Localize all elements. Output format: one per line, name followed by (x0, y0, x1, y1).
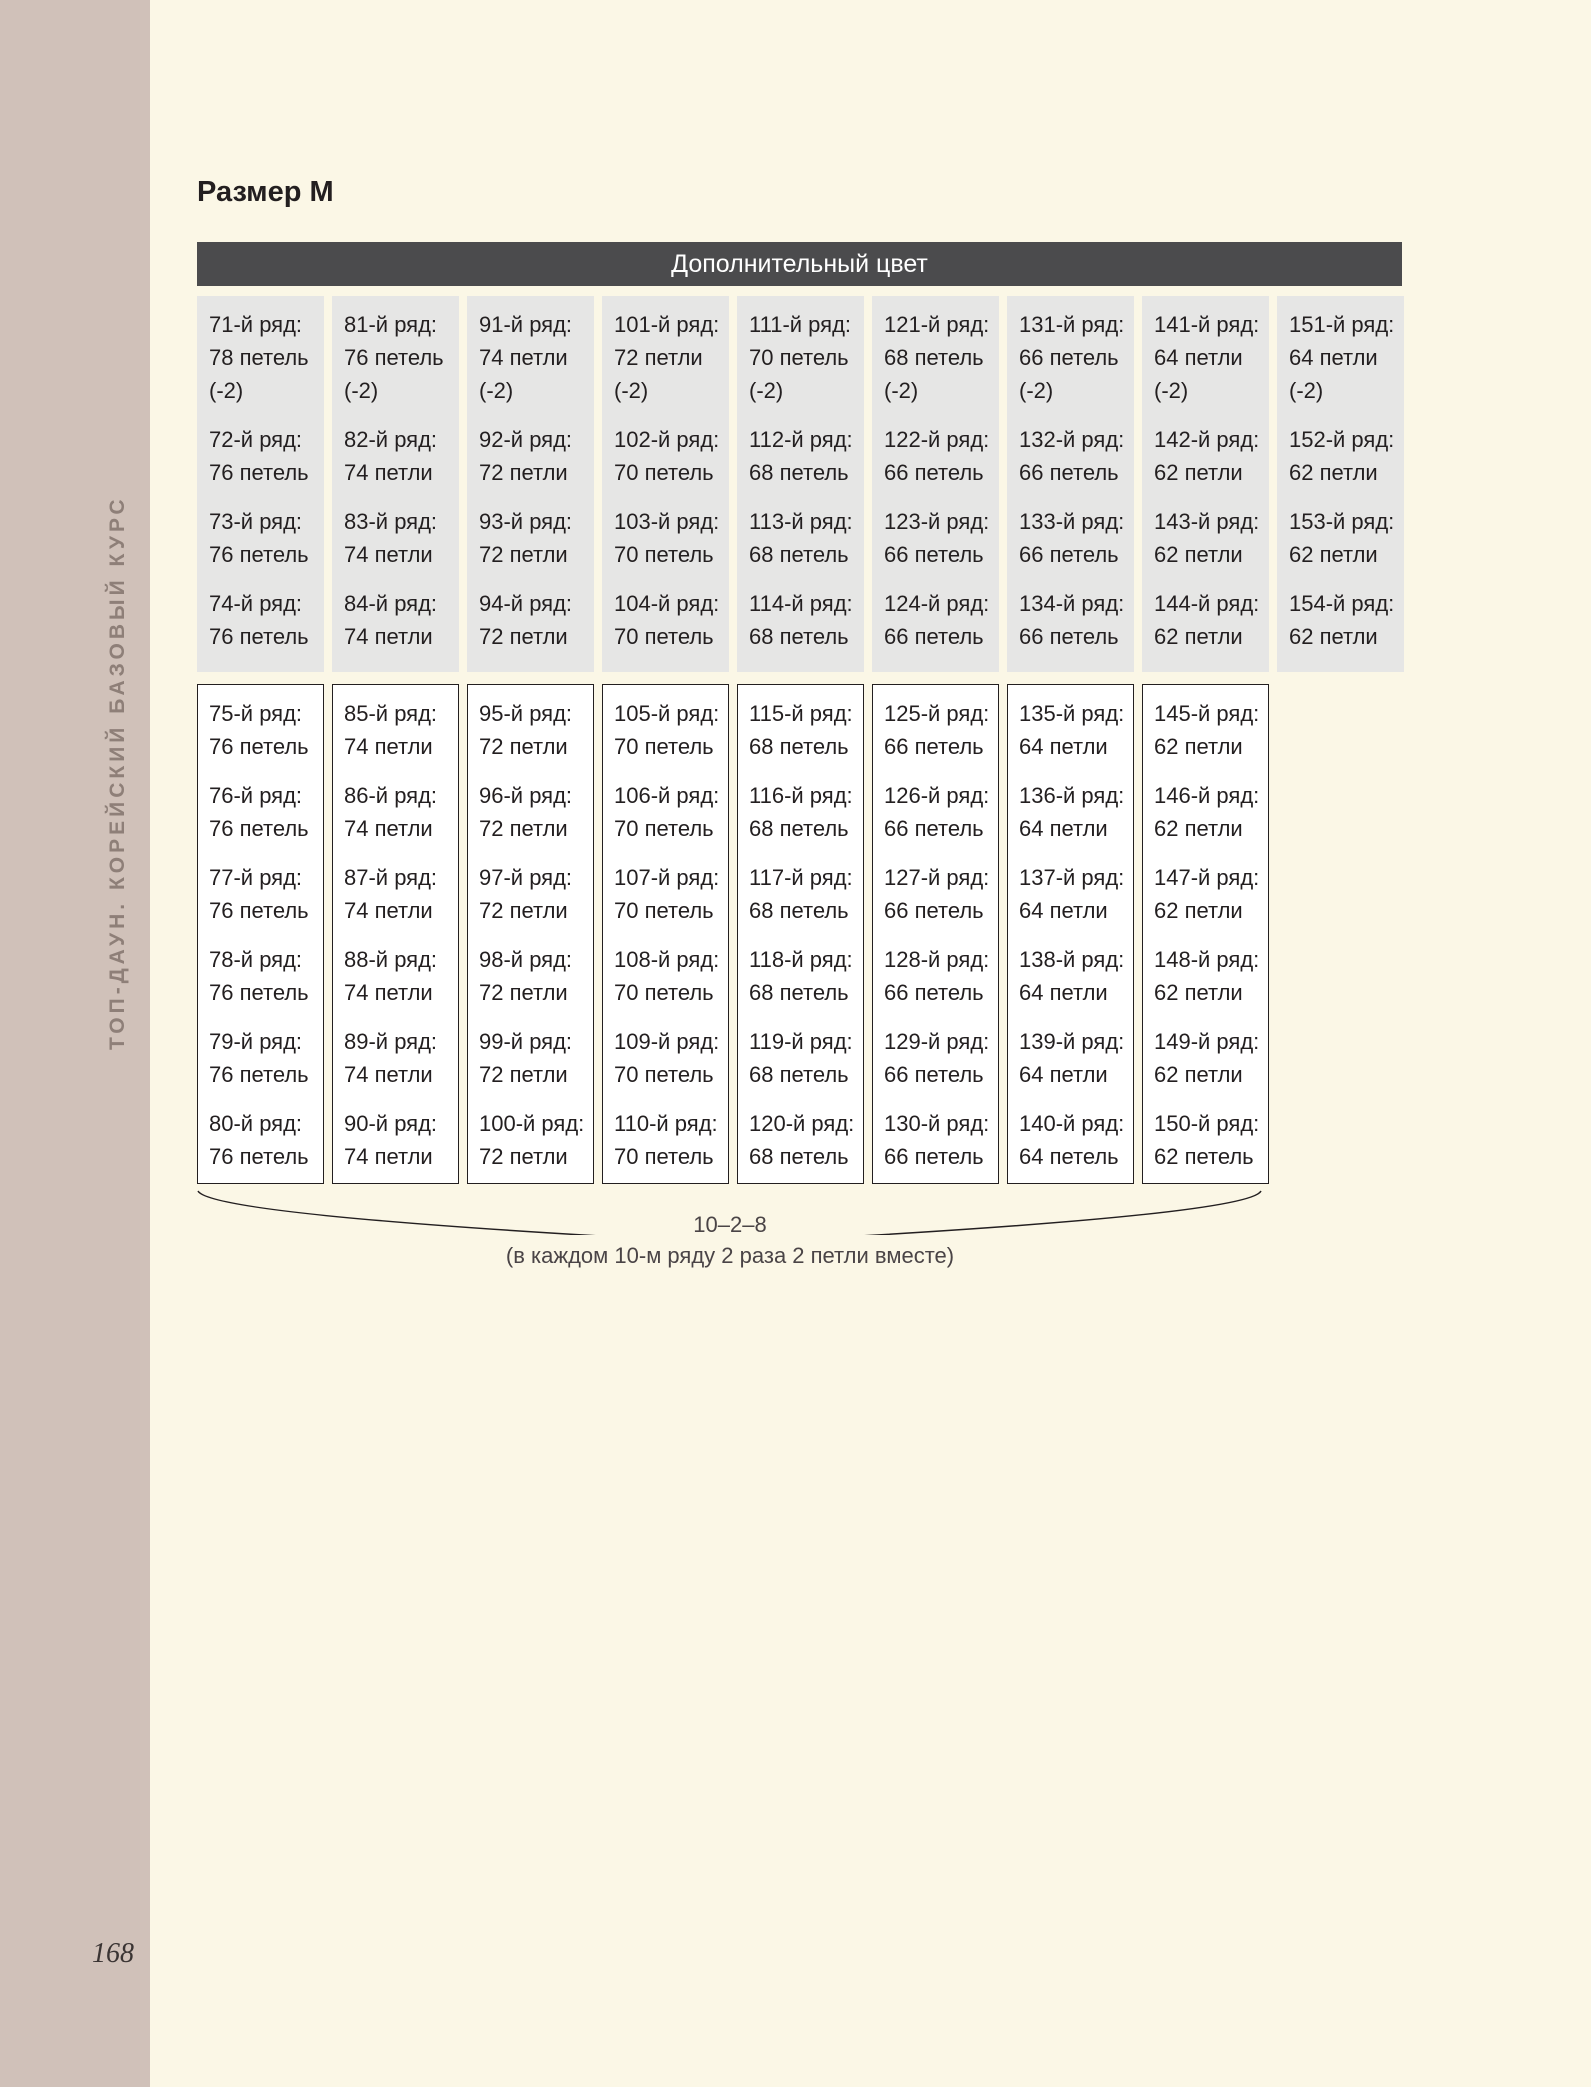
row-number: 112-й ряд: (749, 427, 853, 452)
row-number: 120-й ряд: (749, 1111, 855, 1136)
row-number: 132-й ряд: (1019, 427, 1125, 452)
decrease-note: (-2) (614, 378, 649, 403)
stitch-count: 62 петли (1154, 460, 1243, 485)
stitch-count: 74 петли (344, 898, 433, 923)
row-entry (344, 423, 459, 489)
row-number: 124-й ряд: (884, 591, 990, 616)
row-number: 76-й ряд: (209, 783, 303, 808)
row-column (872, 296, 999, 672)
stitch-count: 66 петель (1019, 345, 1119, 370)
row-entry (614, 505, 729, 571)
row-column (1142, 684, 1269, 1184)
stitch-count: 72 петли (479, 1144, 568, 1169)
row-entry (884, 861, 998, 927)
stitch-count: 74 петли (479, 345, 568, 370)
row-entry (1154, 423, 1269, 489)
row-number: 121-й ряд: (884, 312, 990, 337)
row-number: 142-й ряд: (1154, 427, 1260, 452)
row-number: 127-й ряд: (884, 865, 990, 890)
stitch-count: 64 петли (1019, 980, 1108, 1005)
row-number: 126-й ряд: (884, 783, 990, 808)
stitch-count: 76 петель (209, 1144, 309, 1169)
row-number: 110-й ряд: (614, 1111, 718, 1136)
row-entry (344, 779, 458, 845)
stitch-count: 70 петель (614, 1062, 714, 1087)
row-entry (344, 943, 458, 1009)
stitch-count: 66 петель (1019, 542, 1119, 567)
row-number: 135-й ряд: (1019, 701, 1125, 726)
row-number: 90-й ряд: (344, 1111, 438, 1136)
row-column (332, 684, 459, 1184)
row-entry (209, 1025, 323, 1091)
row-number: 119-й ряд: (749, 1029, 853, 1054)
stitch-count: 76 петель (209, 624, 309, 649)
row-column (602, 296, 729, 672)
row-entry (209, 697, 323, 763)
stitch-count: 62 петли (1289, 460, 1378, 485)
row-entry (479, 1025, 593, 1091)
stitch-count: 66 петель (884, 734, 984, 759)
row-number: 152-й ряд: (1289, 427, 1395, 452)
row-number: 104-й ряд: (614, 591, 720, 616)
stitch-count: 74 петли (344, 624, 433, 649)
row-entry (479, 505, 594, 571)
stitch-count: 68 петель (749, 1062, 849, 1087)
stitch-count: 74 петли (344, 1144, 433, 1169)
row-number: 150-й ряд: (1154, 1111, 1260, 1136)
stitch-count: 64 петли (1019, 734, 1108, 759)
stitch-count: 64 петли (1019, 816, 1108, 841)
row-number: 97-й ряд: (479, 865, 573, 890)
row-entry (1154, 943, 1268, 1009)
row-number: 144-й ряд: (1154, 591, 1260, 616)
stitch-count: 66 петель (884, 1062, 984, 1087)
row-number: 81-й ряд: (344, 312, 438, 337)
bottom-row-grid (197, 684, 1269, 1184)
row-number: 116-й ряд: (749, 783, 853, 808)
stitch-count: 74 петли (344, 460, 433, 485)
page-number: 168 (92, 1938, 134, 1969)
row-entry (884, 943, 998, 1009)
row-entry (479, 943, 593, 1009)
row-entry (479, 1107, 593, 1173)
row-number: 72-й ряд: (209, 427, 303, 452)
row-number: 91-й ряд: (479, 312, 573, 337)
row-number: 87-й ряд: (344, 865, 438, 890)
stitch-count: 66 петель (884, 542, 984, 567)
row-entry (344, 587, 459, 653)
row-entry (749, 587, 864, 653)
row-entry (1154, 587, 1269, 653)
row-entry (1019, 1025, 1133, 1091)
stitch-count: 74 петли (344, 1062, 433, 1087)
row-number: 117-й ряд: (749, 865, 853, 890)
row-entry (1019, 505, 1134, 571)
stitch-count: 62 петель (1154, 1144, 1254, 1169)
row-column (737, 684, 864, 1184)
row-entry (749, 779, 863, 845)
row-entry (479, 697, 593, 763)
row-column (1007, 296, 1134, 672)
decrease-note: (-2) (209, 378, 244, 403)
running-title: ТОП-ДАУН. КОРЕЙСКИЙ БАЗОВЫЙ КУРС (106, 495, 129, 1050)
stitch-count: 62 петли (1289, 542, 1378, 567)
row-entry (749, 697, 863, 763)
row-number: 89-й ряд: (344, 1029, 438, 1054)
row-column (197, 684, 324, 1184)
stitch-count: 64 петли (1019, 898, 1108, 923)
stitch-count: 66 петель (884, 816, 984, 841)
stitch-count: 74 петли (344, 542, 433, 567)
row-number: 101-й ряд: (614, 312, 720, 337)
stitch-count: 72 петли (479, 816, 568, 841)
decrease-note: (-2) (1019, 378, 1054, 403)
row-entry (479, 587, 594, 653)
stitch-count: 76 петель (209, 542, 309, 567)
row-entry (1154, 861, 1268, 927)
row-entry (614, 308, 729, 407)
row-entry (479, 779, 593, 845)
row-number: 103-й ряд: (614, 509, 720, 534)
row-number: 125-й ряд: (884, 701, 990, 726)
row-number: 139-й ряд: (1019, 1029, 1125, 1054)
row-number: 147-й ряд: (1154, 865, 1260, 890)
row-entry (1154, 1025, 1268, 1091)
row-number: 94-й ряд: (479, 591, 573, 616)
row-number: 80-й ряд: (209, 1111, 303, 1136)
row-number: 128-й ряд: (884, 947, 990, 972)
row-entry (1019, 308, 1134, 407)
stitch-count: 68 петель (884, 345, 984, 370)
row-entry (1289, 423, 1404, 489)
stitch-count: 70 петель (749, 345, 849, 370)
row-number: 99-й ряд: (479, 1029, 573, 1054)
stitch-count: 72 петли (479, 542, 568, 567)
decrease-note: (-2) (344, 378, 379, 403)
row-number: 88-й ряд: (344, 947, 438, 972)
row-entry (479, 308, 594, 407)
row-entry (1019, 697, 1133, 763)
row-entry (1154, 697, 1268, 763)
stitch-count: 68 петель (749, 816, 849, 841)
row-entry (1154, 505, 1269, 571)
stitch-count: 62 петли (1154, 898, 1243, 923)
row-number: 95-й ряд: (479, 701, 573, 726)
stitch-count: 70 петель (614, 542, 714, 567)
stitch-count: 66 петель (884, 980, 984, 1005)
page-heading: Размер М (197, 176, 334, 208)
stitch-count: 68 петель (749, 624, 849, 649)
decrease-note: (-2) (1154, 378, 1189, 403)
stitch-count: 72 петли (479, 898, 568, 923)
row-number: 133-й ряд: (1019, 509, 1125, 534)
row-number: 78-й ряд: (209, 947, 303, 972)
row-number: 111-й ряд: (749, 312, 852, 337)
stitch-count: 66 петель (884, 460, 984, 485)
row-entry (209, 943, 323, 1009)
stitch-count: 76 петель (209, 1062, 309, 1087)
row-entry (884, 423, 999, 489)
stitch-count: 66 петель (1019, 460, 1119, 485)
row-entry (1154, 308, 1269, 407)
row-column (1007, 684, 1134, 1184)
stitch-count: 64 петли (1154, 345, 1243, 370)
stitch-count: 70 петель (614, 980, 714, 1005)
row-entry (1019, 943, 1133, 1009)
row-number: 151-й ряд: (1289, 312, 1395, 337)
row-number: 74-й ряд: (209, 591, 303, 616)
row-entry (1019, 423, 1134, 489)
stitch-count: 68 петель (749, 542, 849, 567)
stitch-count: 66 петель (884, 898, 984, 923)
row-entry (749, 505, 864, 571)
row-entry (749, 423, 864, 489)
stitch-count: 68 петель (749, 898, 849, 923)
row-number: 154-й ряд: (1289, 591, 1395, 616)
row-entry (209, 861, 323, 927)
row-entry (614, 943, 728, 1009)
row-number: 122-й ряд: (884, 427, 990, 452)
row-entry (749, 1107, 863, 1173)
stitch-count: 66 петель (884, 624, 984, 649)
row-column (332, 296, 459, 672)
row-number: 106-й ряд: (614, 783, 720, 808)
row-entry (884, 587, 999, 653)
row-entry (614, 587, 729, 653)
row-column (602, 684, 729, 1184)
stitch-count: 62 петли (1289, 624, 1378, 649)
row-number: 137-й ряд: (1019, 865, 1125, 890)
row-entry (749, 308, 864, 407)
row-entry (209, 505, 324, 571)
row-entry (344, 861, 458, 927)
row-number: 77-й ряд: (209, 865, 303, 890)
row-number: 92-й ряд: (479, 427, 573, 452)
row-number: 134-й ряд: (1019, 591, 1125, 616)
row-column (197, 296, 324, 672)
row-number: 130-й ряд: (884, 1111, 990, 1136)
stitch-count: 78 петель (209, 345, 309, 370)
row-entry (1289, 308, 1404, 407)
stitch-count: 74 петли (344, 734, 433, 759)
stitch-count: 68 петель (749, 1144, 849, 1169)
row-number: 109-й ряд: (614, 1029, 720, 1054)
stitch-count: 68 петель (749, 460, 849, 485)
row-entry (344, 1025, 458, 1091)
row-column (1277, 296, 1404, 672)
stitch-count: 76 петель (209, 460, 309, 485)
stitch-count: 62 петли (1154, 1062, 1243, 1087)
row-number: 153-й ряд: (1289, 509, 1395, 534)
stitch-count: 72 петли (479, 460, 568, 485)
row-entry (884, 308, 999, 407)
row-entry (344, 1107, 458, 1173)
brace-note: (в каждом 10-м ряду 2 раза 2 петли вместе) (505, 1243, 955, 1268)
row-entry (884, 779, 998, 845)
row-number: 145-й ряд: (1154, 701, 1260, 726)
stitch-count: 76 петель (209, 734, 309, 759)
brace-formula: 10–2–8 (693, 1212, 767, 1237)
row-entry (209, 779, 323, 845)
row-number: 115-й ряд: (749, 701, 853, 726)
row-column (467, 296, 594, 672)
decrease-note: (-2) (749, 378, 784, 403)
row-entry (1289, 505, 1404, 571)
stitch-count: 62 петли (1154, 980, 1243, 1005)
stitch-count: 76 петель (344, 345, 444, 370)
row-number: 82-й ряд: (344, 427, 438, 452)
row-number: 114-й ряд: (749, 591, 853, 616)
row-number: 102-й ряд: (614, 427, 720, 452)
row-entry (749, 943, 863, 1009)
row-entry (1154, 1107, 1268, 1173)
stitch-count: 68 петель (749, 980, 849, 1005)
row-number: 83-й ряд: (344, 509, 438, 534)
row-number: 79-й ряд: (209, 1029, 303, 1054)
row-number: 129-й ряд: (884, 1029, 990, 1054)
stitch-count: 62 петли (1154, 734, 1243, 759)
row-entry (1289, 587, 1404, 653)
stitch-count: 70 петель (614, 460, 714, 485)
stitch-count: 66 петель (884, 1144, 984, 1169)
row-entry (884, 505, 999, 571)
row-number: 118-й ряд: (749, 947, 853, 972)
stitch-count: 70 петель (614, 816, 714, 841)
decrease-note: (-2) (884, 378, 919, 403)
row-entry (749, 861, 863, 927)
stitch-count: 70 петель (614, 734, 714, 759)
decrease-note: (-2) (1289, 378, 1324, 403)
row-entry (209, 423, 324, 489)
row-entry (614, 423, 729, 489)
row-number: 149-й ряд: (1154, 1029, 1260, 1054)
stitch-count: 72 петли (479, 980, 568, 1005)
top-row-grid (197, 296, 1404, 672)
row-number: 100-й ряд: (479, 1111, 585, 1136)
row-number: 105-й ряд: (614, 701, 720, 726)
row-number: 140-й ряд: (1019, 1111, 1125, 1136)
row-number: 146-й ряд: (1154, 783, 1260, 808)
row-entry (884, 1025, 998, 1091)
row-entry (1019, 1107, 1133, 1173)
stitch-count: 76 петель (209, 980, 309, 1005)
row-column (872, 684, 999, 1184)
stitch-count: 72 петли (479, 624, 568, 649)
row-column (1142, 296, 1269, 672)
stitch-count: 70 петель (614, 1144, 714, 1169)
row-number: 98-й ряд: (479, 947, 573, 972)
row-number: 131-й ряд: (1019, 312, 1125, 337)
row-entry (614, 861, 728, 927)
row-number: 71-й ряд: (209, 312, 303, 337)
row-number: 96-й ряд: (479, 783, 573, 808)
row-column (467, 684, 594, 1184)
contrast-color-bar: Дополнительный цвет (197, 242, 1402, 286)
row-entry (209, 308, 324, 407)
row-number: 73-й ряд: (209, 509, 303, 534)
row-entry (344, 308, 459, 407)
row-entry (1154, 779, 1268, 845)
stitch-count: 66 петель (1019, 624, 1119, 649)
stitch-count: 62 петли (1154, 542, 1243, 567)
stitch-count: 76 петель (209, 898, 309, 923)
stitch-count: 74 петли (344, 816, 433, 841)
row-entry (479, 861, 593, 927)
row-entry (1019, 779, 1133, 845)
row-entry (1019, 587, 1134, 653)
row-entry (614, 1107, 728, 1173)
row-entry (209, 1107, 323, 1173)
row-entry (749, 1025, 863, 1091)
row-entry (614, 697, 728, 763)
row-entry (344, 505, 459, 571)
row-entry (344, 697, 458, 763)
row-number: 107-й ряд: (614, 865, 720, 890)
row-number: 93-й ряд: (479, 509, 573, 534)
row-entry (884, 697, 998, 763)
stitch-count: 70 петель (614, 624, 714, 649)
row-number: 138-й ряд: (1019, 947, 1125, 972)
row-entry (614, 1025, 728, 1091)
row-number: 123-й ряд: (884, 509, 990, 534)
row-entry (479, 423, 594, 489)
row-number: 85-й ряд: (344, 701, 438, 726)
stitch-count: 64 петли (1289, 345, 1378, 370)
stitch-count: 70 петель (614, 898, 714, 923)
stitch-count: 64 петли (1019, 1062, 1108, 1087)
row-entry (614, 779, 728, 845)
row-entry (209, 587, 324, 653)
stitch-count: 72 петли (614, 345, 703, 370)
stitch-count: 64 петель (1019, 1144, 1119, 1169)
row-number: 113-й ряд: (749, 509, 853, 534)
stitch-count: 62 петли (1154, 624, 1243, 649)
stitch-count: 72 петли (479, 1062, 568, 1087)
row-number: 136-й ряд: (1019, 783, 1125, 808)
row-number: 84-й ряд: (344, 591, 438, 616)
row-entry (884, 1107, 998, 1173)
row-number: 108-й ряд: (614, 947, 720, 972)
stitch-count: 74 петли (344, 980, 433, 1005)
row-number: 86-й ряд: (344, 783, 438, 808)
row-entry (1019, 861, 1133, 927)
row-number: 148-й ряд: (1154, 947, 1260, 972)
stitch-count: 68 петель (749, 734, 849, 759)
row-number: 75-й ряд: (209, 701, 303, 726)
row-number: 141-й ряд: (1154, 312, 1260, 337)
brace-label (0, 1209, 1460, 1271)
row-number: 143-й ряд: (1154, 509, 1260, 534)
decrease-note: (-2) (479, 378, 514, 403)
stitch-count: 72 петли (479, 734, 568, 759)
stitch-count: 76 петель (209, 816, 309, 841)
stitch-count: 62 петли (1154, 816, 1243, 841)
row-column (737, 296, 864, 672)
